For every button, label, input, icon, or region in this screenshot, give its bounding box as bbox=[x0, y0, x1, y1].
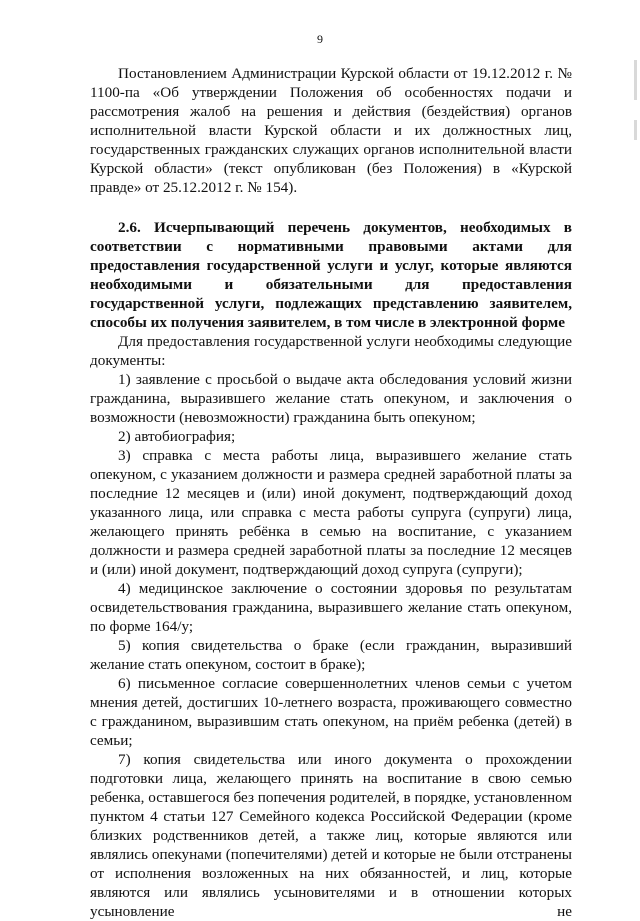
list-item-1: 1) заявление с просьбой о выдаче акта обследования условий жизни гражданина, выразившего желание стать опекуном, и заключения о возможности (невозможности) гражданина быть опекуном; bbox=[90, 371, 572, 426]
paragraph-resolution-reference: Постановлением Администрации Курской области от 19.12.2012 г. № 1100-па «Об утверждении Положения об особенностях подачи и рассмотрения жалоб на решения и действия (бездействия) органов исполнительной власти Курской области и их должностных лиц, государственных гражданских служащих органов исполнительной власти Курской области» (текст опубликован (без Положения) в «Курской правде» от 25.12.2012 г. № 154). bbox=[90, 65, 572, 196]
scan-edge-mark bbox=[634, 60, 637, 100]
list-item-5: 5) копия свидетельства о браке (если гражданин, выразивший желание стать опекуном, состоит в браке); bbox=[90, 637, 572, 673]
list-item-2: 2) автобиография; bbox=[118, 428, 236, 445]
list-item-7: 7) копия свидетельства или иного документа о прохождении подготовки лица, желающего принять на воспитание в свою семью ребенка, оставшегося без попечения родителей, в порядке, установленном пунктом 4 статьи 127 Семейного кодекса Российской Федерации (кроме близких родственников детей, а также лиц, которые являются или являлись опекунами (попечителями) детей и которые не были отстранены от исполнения возложенных на них обязанностей, и лиц, которые являются или являлись усыновителями и в отношении которых усыновление не bbox=[90, 751, 572, 920]
page-number: 9 bbox=[317, 32, 323, 46]
document-body bbox=[90, 64, 572, 921]
section-heading-2-6: 2.6. Исчерпывающий перечень документов, необходимых в соответствии с нормативными правовыми актами для предоставления государственной услуги и услуг, которые являются необходимыми и обязательными для предоставления государственной услуги, подлежащих представлению заявителем, способы их получения заявителем, в том числе в электронной форме bbox=[90, 219, 572, 331]
scan-edge-mark bbox=[634, 120, 637, 140]
list-item-3: 3) справка с места работы лица, выразившего желание стать опекуном, с указанием должности и размера средней заработной платы за последние 12 месяцев и (или) иной документ, подтверждающий доход указанного лица, или справка с места работы супруга (супруги) лица, желающего принять ребёнка в семью на воспитание, с указанием должности и размера средней заработной платы за последние 12 месяцев и (или) иной документ, подтверждающий доход супруга (супруги); bbox=[90, 447, 572, 578]
list-item-4: 4) медицинское заключение о состоянии здоровья по результатам освидетельствования гражданина, выразившего желание стать опекуном, по форме 164/у; bbox=[90, 580, 572, 635]
list-item-6: 6) письменное согласие совершеннолетних членов семьи с учетом мнения детей, достигших 10-летнего возраста, проживающего совместно с гражданином, выразившим стать опекуном, на приём ребенка (детей) в семьи; bbox=[90, 675, 572, 749]
paragraph-documents-intro: Для предоставления государственной услуги необходимы следующие документы: bbox=[90, 333, 572, 369]
